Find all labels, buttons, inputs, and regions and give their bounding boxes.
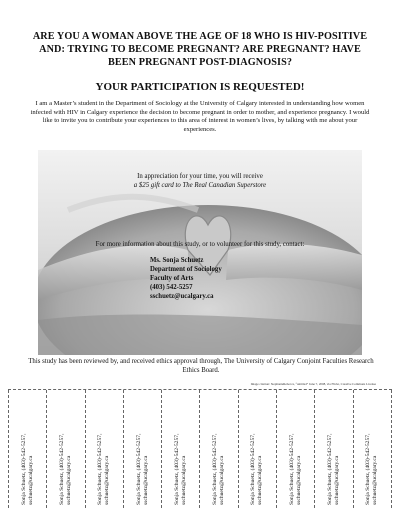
tab-contact-line: Sonja Schuetz, (403)-542-5257, bbox=[288, 433, 295, 505]
tab-email-line: sschuetz@ucalgary.ca bbox=[104, 455, 111, 505]
image-citation: Image citation: StephanieRebecca, “untitled” June 7, 2008, via Flickr, Creative Commons License bbox=[250, 382, 376, 386]
tear-off-tab[interactable] bbox=[277, 390, 315, 508]
tab-contact-line: Sonja Schuetz, (403)-542-5257, bbox=[173, 433, 180, 505]
tab-email-line: sschuetz@ucalgary.ca bbox=[65, 455, 72, 505]
tear-off-tab[interactable] bbox=[47, 390, 85, 508]
tear-off-tab[interactable] bbox=[86, 390, 124, 508]
tear-off-tab[interactable] bbox=[8, 390, 47, 508]
gift-card-offer-line2: a $25 gift card to The Real Canadian Superstore bbox=[133, 182, 267, 189]
gift-card-offer bbox=[78, 172, 322, 190]
tear-off-tab[interactable] bbox=[239, 390, 277, 508]
tab-email-line: sschuetz@ucalgary.ca bbox=[27, 455, 34, 505]
tear-off-tab[interactable] bbox=[354, 390, 392, 508]
contact-name: Ms. Sonja Schuetz bbox=[150, 257, 204, 264]
tab-contact-line: Sonja Schuetz, (403)-542-5257, bbox=[97, 433, 104, 505]
tab-email-line: sschuetz@ucalgary.ca bbox=[219, 455, 226, 505]
tab-email-line: sschuetz@ucalgary.ca bbox=[334, 455, 341, 505]
ethics-review-statement: This study has been reviewed by, and received ethics approval through, The University of Calgary Conjoint Faculties Research Ethics Board. bbox=[28, 358, 374, 374]
tab-contact-line: Sonja Schuetz, (403)-542-5257, bbox=[58, 433, 65, 505]
contact-phone: (403) 542-5257 bbox=[150, 284, 193, 291]
tab-contact-line: Sonja Schuetz, (403)-542-5257, bbox=[135, 433, 142, 505]
tab-email-line: sschuetz@ucalgary.ca bbox=[372, 455, 379, 505]
participation-heading: YOUR PARTICIPATION IS REQUESTED! bbox=[95, 81, 305, 93]
intro-paragraph: I am a Master’s student in the Department of Sociology at the University of Calgary interested in understanding how women infected with HIV in Calgary experience the decision to become pregnant in order to mother, and experience pregnancy. I would like to invite you to contribute your experiences to this area of interest in women’s lives, by talking with me about your experiences. bbox=[30, 100, 370, 133]
contact-faculty: Faculty of Arts bbox=[150, 275, 194, 282]
tear-off-tab[interactable] bbox=[315, 390, 353, 508]
tab-email-line: sschuetz@ucalgary.ca bbox=[180, 455, 187, 505]
tear-off-tab[interactable] bbox=[124, 390, 162, 508]
tab-contact-line: Sonja Schuetz, (403)-542-5257, bbox=[20, 433, 27, 505]
more-info-text: For more information about this study, or to volunteer for this study, contact: bbox=[95, 241, 305, 248]
flyer-headline: ARE YOU A WOMAN ABOVE THE AGE OF 18 WHO IS HIV-POSITIVE AND: TRYING TO BECOME PREGNANT? ARE PREGNANT? HAVE BEEN PREGNANT POST-DIAGNOSIS? bbox=[32, 31, 368, 68]
tab-email-line: sschuetz@ucalgary.ca bbox=[295, 455, 302, 505]
tab-contact-line: Sonja Schuetz, (403)-542-5257, bbox=[250, 433, 257, 505]
tab-contact-line: Sonja Schuetz, (403)-542-5257, bbox=[365, 433, 372, 505]
gift-card-offer-line1: In appreciation for your time, you will receive bbox=[137, 173, 263, 180]
tear-off-tab[interactable] bbox=[162, 390, 200, 508]
tab-email-line: sschuetz@ucalgary.ca bbox=[142, 455, 149, 505]
tab-contact-line: Sonja Schuetz, (403)-542-5257, bbox=[212, 433, 219, 505]
tab-email-line: sschuetz@ucalgary.ca bbox=[257, 455, 264, 505]
contact-email: sschuetz@ucalgary.ca bbox=[150, 293, 214, 300]
contact-department: Department of Sociology bbox=[150, 266, 222, 273]
tear-off-tab[interactable] bbox=[200, 390, 238, 508]
background-photo bbox=[38, 150, 362, 355]
tab-contact-line: Sonja Schuetz, (403)-542-5257, bbox=[327, 433, 334, 505]
tear-off-tabs bbox=[8, 389, 392, 508]
contact-block bbox=[150, 256, 290, 301]
